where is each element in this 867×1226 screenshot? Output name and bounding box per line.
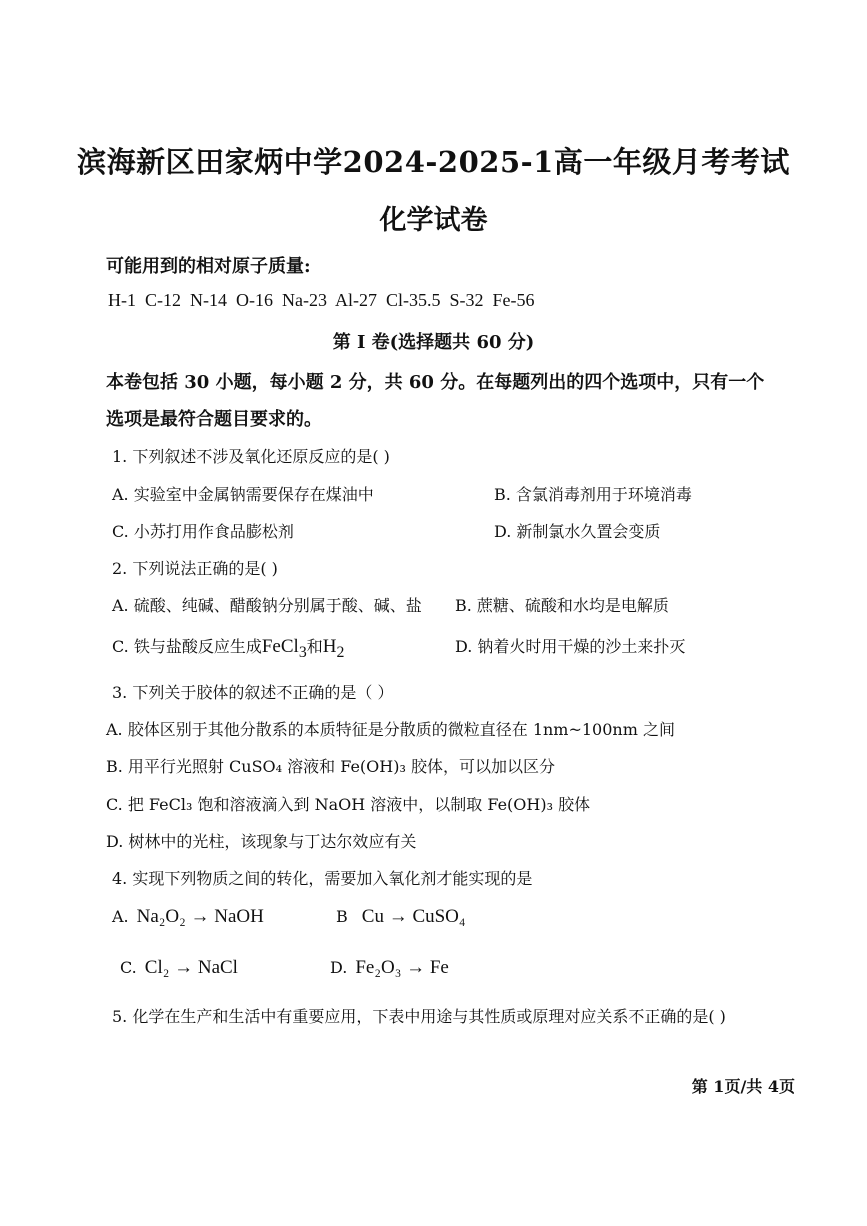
option-b-label: B bbox=[336, 907, 348, 926]
section-title: 第 I 卷(选择题共 60 分) bbox=[332, 332, 535, 353]
question-2-option-d: D. 钠着火时用干燥的沙土来扑灭 bbox=[455, 637, 686, 656]
question-4-stem: 4. 实现下列物质之间的转化，需要加入氧化剂才能实现的是 bbox=[112, 869, 533, 888]
question-2-option-c bbox=[112, 634, 344, 662]
exam-subtitle: 化学试卷 bbox=[379, 205, 488, 236]
question-3-option-a: A. 胶体区别于其他分散系的本质特征是分散质的微粒直径在 1nm~100nm 之间 bbox=[106, 720, 675, 739]
question-5-stem: 5. 化学在生产和生活中有重要应用，下表中用途与其性质或原理对应关系不正确的是( ) bbox=[112, 1007, 726, 1026]
question-3-option-b: B. 用平行光照射 CuSO₄ 溶液和 Fe(OH)₃ 胶体，可以加以区分 bbox=[106, 757, 555, 776]
option-d-formula: Fe₂O₃ → Fe bbox=[355, 957, 449, 978]
question-2-option-c-and: 和 bbox=[306, 637, 323, 656]
question-3-option-d: D. 树林中的光柱，该现象与丁达尔效应有关 bbox=[106, 832, 417, 851]
page-footer: 第 1页/共 4页 bbox=[691, 1077, 795, 1096]
question-1-option-a: A. 实验室中金属钠需要保存在煤油中 bbox=[112, 485, 374, 504]
formula-h-base: H bbox=[322, 636, 337, 657]
question-2-stem: 2. 下列说法正确的是( ) bbox=[112, 559, 278, 578]
question-1-option-d: D. 新制氯水久置会变质 bbox=[494, 522, 661, 541]
atomic-mass-heading: 可能用到的相对原子质量: bbox=[106, 256, 311, 277]
formula-fecl3 bbox=[261, 636, 307, 661]
option-a-label: A. bbox=[112, 907, 129, 926]
question-1-stem: 1. 下列叙述不涉及氧化还原反应的是( ) bbox=[112, 447, 390, 466]
option-b-formula: Cu → CuSO₄ bbox=[361, 906, 466, 927]
question-3-stem: 3. 下列关于胶体的叙述不正确的是（ ） bbox=[112, 683, 394, 702]
formula-h-subscript: 2 bbox=[336, 643, 345, 661]
question-2-option-c-text: C. 铁与盐酸反应生成 bbox=[112, 637, 262, 656]
option-c-label: C. bbox=[120, 958, 137, 977]
option-a-formula: Na₂O₂ → NaOH bbox=[136, 906, 264, 927]
question-1-option-b: B. 含氯消毒剂用于环境消毒 bbox=[494, 485, 692, 504]
option-d-label: D. bbox=[330, 958, 348, 977]
question-4-option-b bbox=[336, 906, 466, 928]
question-4-option-a bbox=[112, 906, 264, 928]
instructions-line-1: 本卷包括 30 小题，每小题 2 分，共 60 分。在每题列出的四个选项中，只有一个 bbox=[106, 372, 765, 393]
formula-fecl-base: FeCl bbox=[261, 636, 299, 657]
option-c-formula: Cl₂ → NaCl bbox=[144, 957, 238, 978]
question-4-option-d bbox=[330, 957, 449, 979]
question-4-option-c bbox=[120, 957, 238, 979]
atomic-masses: H-1 C-12 N-14 O-16 Na-23 Al-27 Cl-35.5 S-32 Fe-56 bbox=[108, 290, 535, 310]
exam-title: 滨海新区田家炳中学2024-2025-1高一年级月考考试 bbox=[77, 145, 790, 179]
instructions-line-2: 选项是最符合题目要求的。 bbox=[106, 409, 322, 430]
question-1-option-c: C. 小苏打用作食品膨松剂 bbox=[112, 522, 294, 541]
question-2-option-b: B. 蔗糖、硫酸和水均是电解质 bbox=[455, 596, 669, 615]
question-3-option-c: C. 把 FeCl₃ 饱和溶液滴入到 NaOH 溶液中，以制取 Fe(OH)₃ 胶体 bbox=[106, 795, 591, 814]
question-2-option-a: A. 硫酸、纯碱、醋酸钠分别属于酸、碱、盐 bbox=[112, 596, 422, 615]
formula-h2 bbox=[322, 636, 345, 661]
formula-fecl-subscript: 3 bbox=[298, 643, 307, 661]
